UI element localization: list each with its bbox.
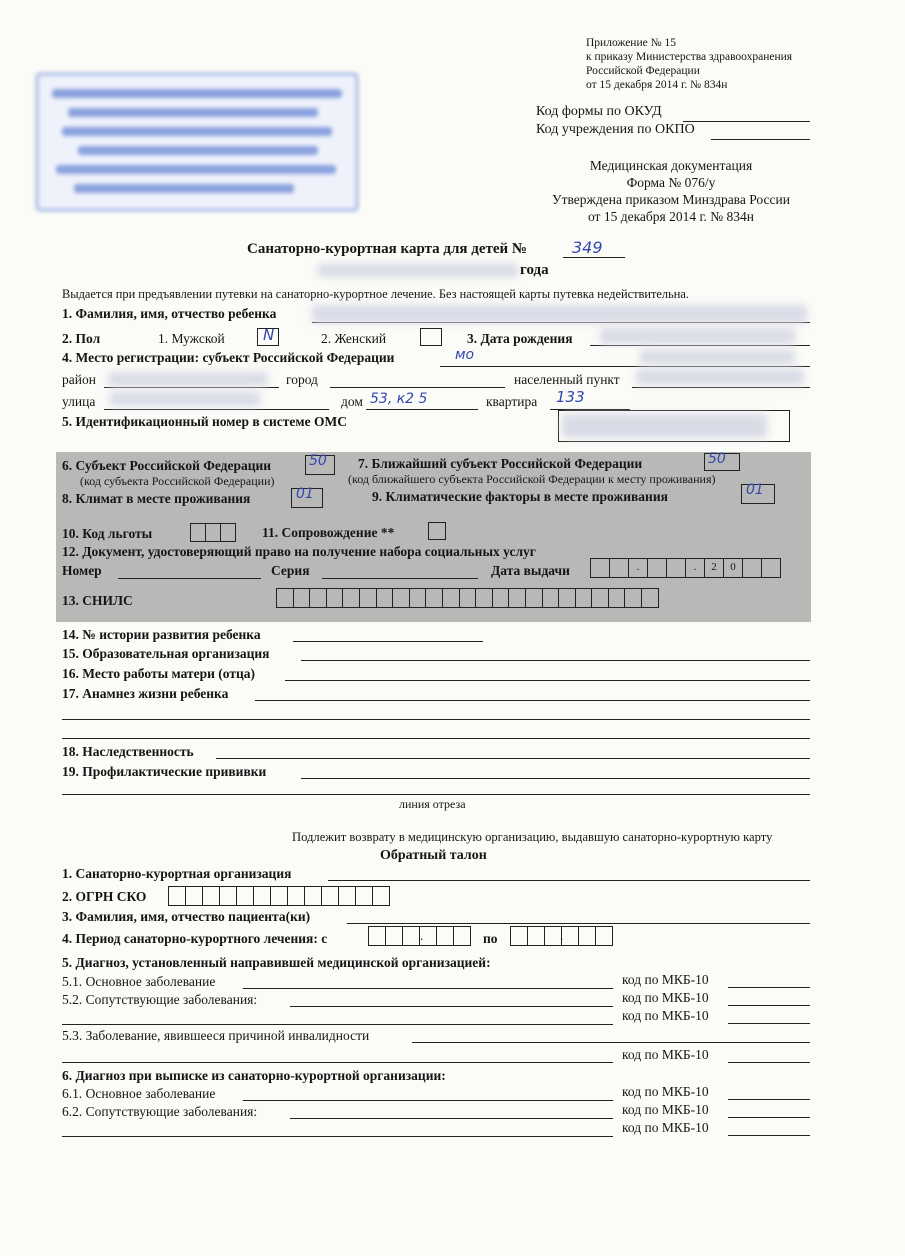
return-notice: Подлежит возврату в медицинскую организацию, выдавшую санаторно-курортную карту	[292, 830, 773, 844]
sex-male-label: 1. Мужской	[158, 331, 225, 346]
registration-label: 4. Место регистрации: субъект Российской Федерации	[62, 350, 395, 365]
heredity-label: 18. Наследственность	[62, 744, 194, 759]
doc-number-field[interactable]	[118, 578, 261, 579]
patient-name-field[interactable]	[347, 923, 810, 924]
child-name-label: 1. Фамилия, имя, отчество ребенка	[62, 306, 277, 321]
doc-series-label: Серия	[271, 563, 310, 578]
sanatorium-org-field[interactable]	[328, 880, 810, 881]
oms-label: 5. Идентификационный номер в системе ОМС	[62, 414, 347, 429]
discharge-main-field[interactable]	[243, 1100, 613, 1101]
climate-label: 8. Климат в месте проживания	[62, 491, 251, 506]
redacted-settlement	[636, 369, 804, 385]
climate-hand: 01	[296, 486, 314, 502]
snils-label: 13. СНИЛС	[62, 593, 133, 608]
patient-name-label: 3. Фамилия, имя, отчество пациента(ки)	[62, 909, 311, 924]
escort-checkbox[interactable]	[428, 522, 446, 540]
registration-subject-field[interactable]	[440, 366, 810, 367]
concomitant-label: 5.2. Сопутствующие заболевания:	[62, 992, 258, 1007]
subject-code-label: 6. Субъект Российской Федерации	[62, 458, 272, 473]
district-label: район	[62, 372, 96, 387]
street-field[interactable]	[104, 409, 329, 410]
issue-date-cells[interactable]: . . 2 0	[590, 558, 781, 578]
appendix-line: от 15 декабря 2014 г. № 834н	[586, 79, 728, 91]
city-label: город	[286, 372, 318, 387]
heredity-field[interactable]	[216, 758, 810, 759]
history-number-field[interactable]	[293, 641, 483, 642]
discharge-concomitant-label: 6.2. Сопутствующие заболевания:	[62, 1104, 258, 1119]
redacted-name	[312, 305, 807, 323]
climate-factors-label: 9. Климатические факторы в месте проживания	[372, 489, 668, 504]
vaccinations-line[interactable]	[62, 794, 810, 795]
history-number-label: 14. № истории развития ребенка	[62, 627, 261, 642]
parent-work-label: 16. Место работы матери (отца)	[62, 666, 256, 681]
anamnesis-line[interactable]	[62, 719, 810, 720]
sanatorium-org-label: 1. Санаторно-курортная организация	[62, 866, 292, 881]
okud-field[interactable]	[683, 121, 810, 122]
city-field[interactable]	[330, 387, 505, 388]
registration-subject-hand: мо	[455, 347, 475, 363]
organization-stamp	[36, 73, 358, 211]
period-from-dot: .	[420, 928, 424, 943]
mkb-label: код по МКБ-10	[622, 1120, 709, 1135]
appendix-line: к приказу Министерства здравоохранения	[586, 51, 793, 63]
notice-text: Выдается при предъявлении путевки на санаторно-курортное лечение. Без настоящей карты путевка недействительна.	[62, 287, 689, 301]
street-label: улица	[62, 394, 96, 409]
benefit-code-cells[interactable]	[190, 523, 236, 542]
district-field[interactable]	[104, 387, 279, 388]
redacted-subject	[640, 350, 795, 364]
mkb-field[interactable]	[728, 1062, 810, 1063]
issue-date-label: Дата выдачи	[491, 563, 570, 578]
main-disease-field[interactable]	[243, 988, 613, 989]
period-to-dot: .	[560, 928, 564, 943]
mkb-field[interactable]	[728, 1117, 810, 1118]
doc-series-field[interactable]	[322, 578, 478, 579]
ogrn-cells[interactable]	[168, 886, 390, 906]
mkb-label: код по МКБ-10	[622, 1084, 709, 1099]
parent-work-field[interactable]	[285, 680, 810, 681]
cut-line-label: линия отреза	[399, 797, 466, 811]
mkb-field[interactable]	[728, 1135, 810, 1136]
disability-disease-line[interactable]	[62, 1062, 613, 1063]
nearest-subject-hand: 50	[708, 451, 726, 467]
sex-label: 2. Пол	[62, 331, 101, 346]
card-title: Санаторно-курортная карта для детей №	[247, 241, 527, 257]
mkb-field[interactable]	[728, 1023, 810, 1024]
anamnesis-label: 17. Анамнез жизни ребенка	[62, 686, 229, 701]
subject-code-hand: 50	[309, 453, 327, 469]
med-doc-line: Форма № 076/у	[626, 175, 716, 190]
card-number-field[interactable]	[563, 257, 625, 258]
med-doc-block	[530, 157, 812, 225]
mkb-label: код по МКБ-10	[622, 1008, 709, 1023]
sex-female-label: 2. Женский	[321, 331, 387, 346]
discharge-concomitant-field[interactable]	[290, 1118, 613, 1119]
redacted-birthdate	[600, 328, 795, 344]
okpo-label: Код учреждения по ОКПО	[536, 122, 695, 137]
discharge-main-label: 6.1. Основное заболевание	[62, 1086, 216, 1101]
main-disease-label: 5.1. Основное заболевание	[62, 974, 216, 989]
mkb-label: код по МКБ-10	[622, 972, 709, 987]
referral-diagnosis-label: 5. Диагноз, установленный направившей медицинской организацией:	[62, 955, 491, 970]
period-to-label: по	[483, 931, 498, 946]
discharge-concomitant-line[interactable]	[62, 1136, 613, 1137]
mkb-field[interactable]	[728, 1005, 810, 1006]
house-hand: 53, к2 5	[370, 391, 428, 407]
nearest-subject-hint: (код ближайшего субъекта Российской Федерации к месту проживания)	[348, 472, 716, 486]
birth-date-label: 3. Дата рождения	[467, 331, 573, 346]
climate-factors-hand: 01	[746, 482, 764, 498]
sex-male-mark: N	[263, 326, 275, 344]
redacted-date	[318, 264, 518, 277]
doc-number-label: Номер	[62, 563, 102, 578]
okud-label: Код формы по ОКУД	[536, 104, 662, 119]
med-doc-line: Утверждена приказом Минздрава России	[552, 192, 790, 207]
snils-cells[interactable]	[276, 588, 659, 608]
concomitant-field[interactable]	[290, 1006, 613, 1007]
mkb-field[interactable]	[728, 1099, 810, 1100]
mkb-label: код по МКБ-10	[622, 990, 709, 1005]
disability-disease-field[interactable]	[412, 1042, 810, 1043]
coupon-title: Обратный талон	[380, 848, 487, 863]
sex-female-checkbox[interactable]	[420, 328, 442, 346]
benefit-code-label: 10. Код льготы	[62, 526, 153, 541]
okpo-field[interactable]	[711, 139, 810, 140]
redacted-street	[110, 392, 260, 406]
appendix-line: Российской Федерации	[586, 65, 700, 77]
apartment-hand: 133	[556, 388, 585, 406]
year-suffix: года	[520, 262, 549, 278]
appendix-line: Приложение № 15	[586, 37, 676, 49]
mkb-label: код по МКБ-10	[622, 1102, 709, 1117]
house-field[interactable]	[366, 409, 478, 410]
education-org-field[interactable]	[301, 660, 810, 661]
subject-code-hint: (код субъекта Российской Федерации)	[80, 474, 275, 488]
birth-date-field[interactable]	[590, 345, 810, 346]
house-label: дом	[341, 394, 363, 409]
education-org-label: 15. Образовательная организация	[62, 646, 270, 661]
discharge-diagnosis-label: 6. Диагноз при выписке из санаторно-курортной организации:	[62, 1068, 446, 1083]
settlement-label: населенный пункт	[514, 372, 620, 387]
concomitant-line[interactable]	[62, 1024, 613, 1025]
apartment-label: квартира	[486, 394, 538, 409]
vaccinations-field[interactable]	[301, 778, 810, 779]
nearest-subject-label: 7. Ближайший субъект Российской Федерации	[358, 456, 643, 471]
anamnesis-line[interactable]	[62, 738, 810, 739]
appendix-block	[586, 36, 792, 92]
disability-disease-label: 5.3. Заболевание, явившееся причиной инвалидности	[62, 1028, 370, 1043]
ogrn-label: 2. ОГРН СКО	[62, 889, 147, 904]
anamnesis-field[interactable]	[255, 700, 810, 701]
settlement-field[interactable]	[632, 387, 810, 388]
redacted-oms	[562, 414, 767, 438]
mkb-field[interactable]	[728, 987, 810, 988]
med-doc-line: от 15 декабря 2014 г. № 834н	[587, 209, 754, 224]
treatment-period-label: 4. Период санаторно-курортного лечения: с	[62, 931, 328, 946]
redacted-district	[108, 372, 268, 386]
escort-label: 11. Сопровождение **	[262, 525, 395, 540]
social-doc-label: 12. Документ, удостоверяющий право на получение набора социальных услуг	[62, 544, 536, 559]
med-doc-line: Медицинская документация	[589, 158, 753, 173]
mkb-label: код по МКБ-10	[622, 1047, 709, 1062]
card-number-handwritten: 349	[572, 238, 603, 257]
vaccinations-label: 19. Профилактические прививки	[62, 764, 267, 779]
